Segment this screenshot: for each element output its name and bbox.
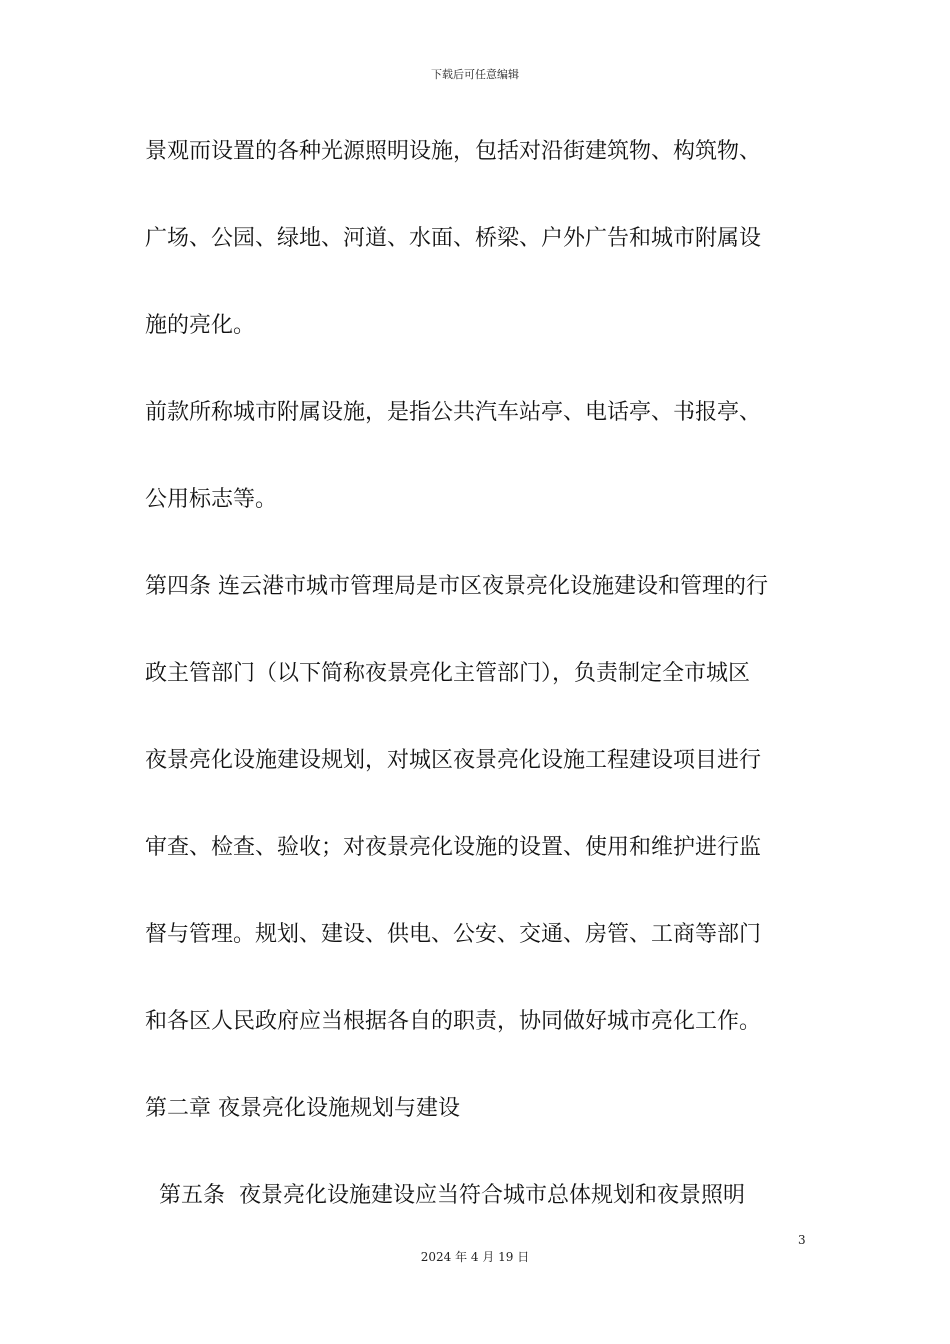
article-4-heading-line: 第四条 连云港市城市管理局是市区夜景亮化设施建设和管理的行 [145,574,768,599]
body-line-11: 和各区人民政府应当根据各自的职责，协同做好城市亮化工作。 [145,1009,762,1034]
page-number: 3 [798,1233,806,1247]
body-line-4: 前款所称城市附属设施，是指公共汽车站亭、电话亭、书报亭、 [145,400,762,425]
body-line-1: 景观而设置的各种光源照明设施，包括对沿街建筑物、构筑物、 [145,139,762,164]
body-line-2: 广场、公园、绿地、河道、水面、桥梁、户外广告和城市附属设 [145,226,762,251]
page-header: 下载后可任意编辑 [431,68,519,81]
chapter-2-heading: 第二章 夜景亮化设施规划与建设 [145,1096,460,1121]
body-line-5: 公用标志等。 [145,487,278,512]
body-line-9: 审查、检查、验收；对夜景亮化设施的设置、使用和维护进行监 [145,835,762,860]
body-line-8: 夜景亮化设施建设规划，对城区夜景亮化设施工程建设项目进行 [145,748,762,773]
body-line-10: 督与管理。规划、建设、供电、公安、交通、房管、工商等部门 [145,922,762,947]
body-line-3: 施的亮化。 [145,313,256,338]
article-5-heading-line: 第五条 夜景亮化设施建设应当符合城市总体规划和夜景照明 [145,1183,745,1208]
body-line-7: 政主管部门（以下简称夜景亮化主管部门），负责制定全市城区 [145,661,751,686]
footer-date: 2024 年 4 月 19 日 [420,1250,530,1264]
